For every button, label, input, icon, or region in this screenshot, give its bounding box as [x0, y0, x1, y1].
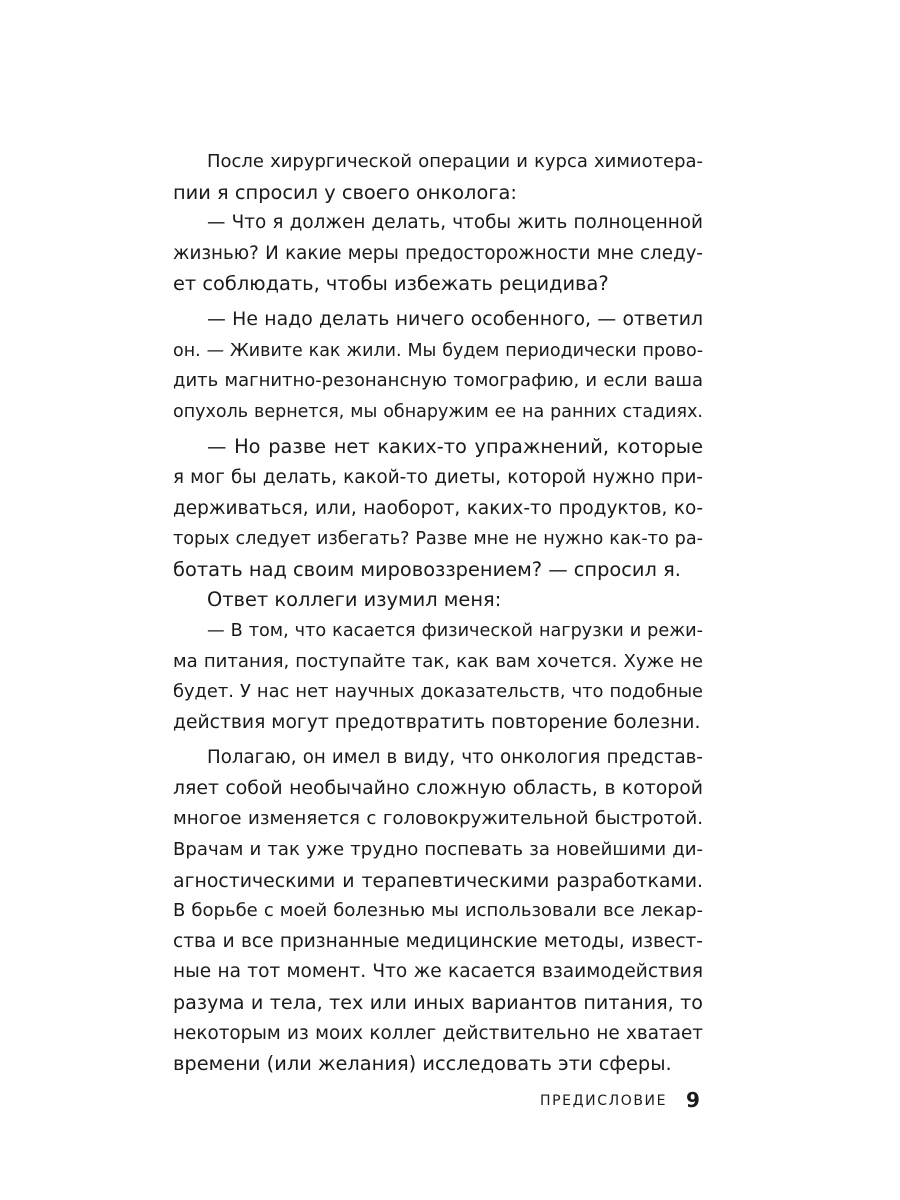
- text-line: я мог бы делать, какой-то диеты, которой нужно при-: [173, 466, 703, 488]
- text-line: — Не надо делать ничего особенного, — ответил: [207, 308, 703, 330]
- text-line: ботать над своим мировоззрением? — спросил я.: [173, 557, 681, 581]
- text-line: опухоль вернется, мы обнаружим ее на ранних стадиях.: [173, 401, 703, 422]
- text-line: он. — Живите как жили. Мы будем периодически прово-: [173, 340, 703, 361]
- text-line: дить магнитно-резонансную томографию, и если ваша: [173, 370, 703, 392]
- text-line: торых следует избегать? Разве мне не нужно как-то ра-: [173, 529, 703, 550]
- text-line: Полагаю, он имел в виду, что онкология представ-: [207, 747, 703, 769]
- text-line: держиваться, или, наоборот, каких-то продуктов, ко-: [173, 497, 703, 519]
- text-line: многое изменяется с головокружительной быстротой.: [173, 808, 703, 830]
- text-line: агностическими и терапевтическими разработками.: [173, 869, 703, 892]
- text-line: ляет собой необычайно сложную область, в которой: [173, 777, 703, 799]
- text-line: ет соблюдать, чтобы избежать рецидива?: [173, 272, 609, 296]
- text-line: пии я спросил у своего онколога:: [173, 180, 517, 204]
- text-line: Врачам и так уже трудно поспевать за новейшими ди-: [173, 839, 703, 861]
- text-line: времени (или желания) исследовать эти сферы.: [173, 1052, 672, 1076]
- text-line: ные на тот момент. Что же касается взаимодействия: [173, 961, 703, 983]
- text-line: некоторым из моих коллег действительно не хватает: [173, 1022, 703, 1044]
- text-line: — В том, что касается физической нагрузки и режи-: [207, 620, 703, 641]
- text-line: — Но разве нет каких-то упражнений, которые: [207, 435, 703, 459]
- text-line: будет. У нас нет научных доказательств, что подобные: [173, 681, 703, 703]
- text-line: жизнью? И какие меры предосторожности мне следу-: [173, 242, 703, 264]
- text-line: разума и тела, тех или иных вариантов питания, то: [173, 991, 703, 1015]
- text-line: действия могут предотвратить повторение болезни.: [173, 711, 701, 733]
- running-footer-section-title: ПРЕДИСЛОВИЕ: [540, 1093, 668, 1109]
- body-text: [173, 147, 703, 1080]
- page-number: 9: [686, 1088, 700, 1112]
- text-line: — Что я должен делать, чтобы жить полноценной: [207, 212, 703, 234]
- text-line: ма питания, поступайте так, как вам хочется. Хуже не: [173, 650, 703, 672]
- text-line: В борьбе с моей болезнью мы использовали все лекар-: [173, 900, 703, 922]
- text-line: Ответ коллеги изумил меня:: [207, 588, 502, 612]
- text-line: ства и все признанные медицинские методы, извест-: [173, 930, 703, 952]
- text-line: После хирургической операции и курса химиотера-: [207, 151, 703, 172]
